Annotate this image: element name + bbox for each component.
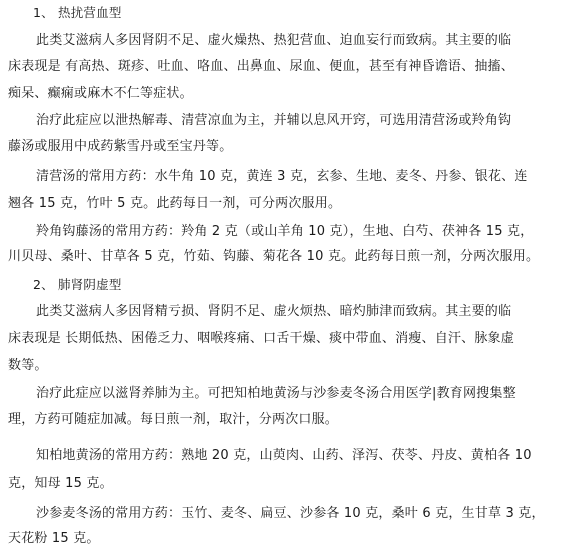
paragraph-line: 理，方药可随症加减。每日煎一剂，取汁，分两次口服。 bbox=[8, 412, 339, 427]
paragraph-line: 此类艾滋病人多因肾阴不足、虚火燥热、热犯营血、迫血妄行而致病。其主要的临 bbox=[36, 33, 512, 48]
paragraph-line: 羚角钩藤汤的常用方药：羚角 2 克（或山羊角 10 克），生地、白芍、茯神各 15 克， bbox=[36, 224, 534, 239]
paragraph-line: 川贝母、桑叶、甘草各 5 克，竹茹、钩藤、菊花各 10 克。此药每日煎一剂，分两次服用。 bbox=[8, 249, 540, 264]
paragraph-line: 治疗此症应以滋肾养肺为主。可把知柏地黄汤与沙参麦冬汤合用医学|教育网搜集整 bbox=[36, 386, 516, 401]
paragraph-line: 翘各 15 克，竹叶 5 克。此药每日一剂，可分两次服用。 bbox=[8, 196, 342, 211]
paragraph-line: 沙参麦冬汤的常用方药：玉竹、麦冬、扁豆、沙参各 10 克，桑叶 6 克，生甘草 3 克， bbox=[36, 506, 545, 521]
paragraph-line: 床表现是 长期低热、困倦乏力、咽喉疼痛、口舌干燥、痰中带血、消瘦、自汗、脉象虚 bbox=[8, 331, 514, 346]
paragraph-line: 克，知母 15 克。 bbox=[8, 476, 113, 491]
paragraph-line: 痴呆、癫痫或麻木不仁等症状。 bbox=[8, 86, 193, 101]
paragraph-line: 数等。 bbox=[8, 358, 48, 373]
paragraph-line: 治疗此症应以泄热解毒、清营凉血为主，并辅以息风开窍，可选用清营汤或羚角钩 bbox=[36, 113, 512, 128]
paragraph-line: 此类艾滋病人多因肾精亏损、肾阴不足、虚火烦热、暗灼肺津而致病。其主要的临 bbox=[36, 304, 512, 319]
section-heading-2: 2、 肺肾阴虚型 bbox=[33, 277, 122, 292]
section-heading-1: 1、 热扰营血型 bbox=[33, 5, 122, 20]
paragraph-line: 床表现是 有高热、斑疹、吐血、咯血、出鼻血、尿血、便血，甚至有神昏谵语、抽搐、 bbox=[8, 59, 514, 74]
paragraph-line: 藤汤或服用中成药紫雪丹或至宝丹等。 bbox=[8, 139, 233, 154]
paragraph-line: 天花粉 15 克。 bbox=[8, 531, 100, 546]
paragraph-line: 知柏地黄汤的常用方药：熟地 20 克，山萸肉、山药、泽泻、茯苓、丹皮、黄柏各 10 bbox=[36, 448, 532, 463]
paragraph-line: 清营汤的常用方药：水牛角 10 克，黄连 3 克，玄参、生地、麦冬、丹参、银花、连 bbox=[36, 169, 528, 184]
